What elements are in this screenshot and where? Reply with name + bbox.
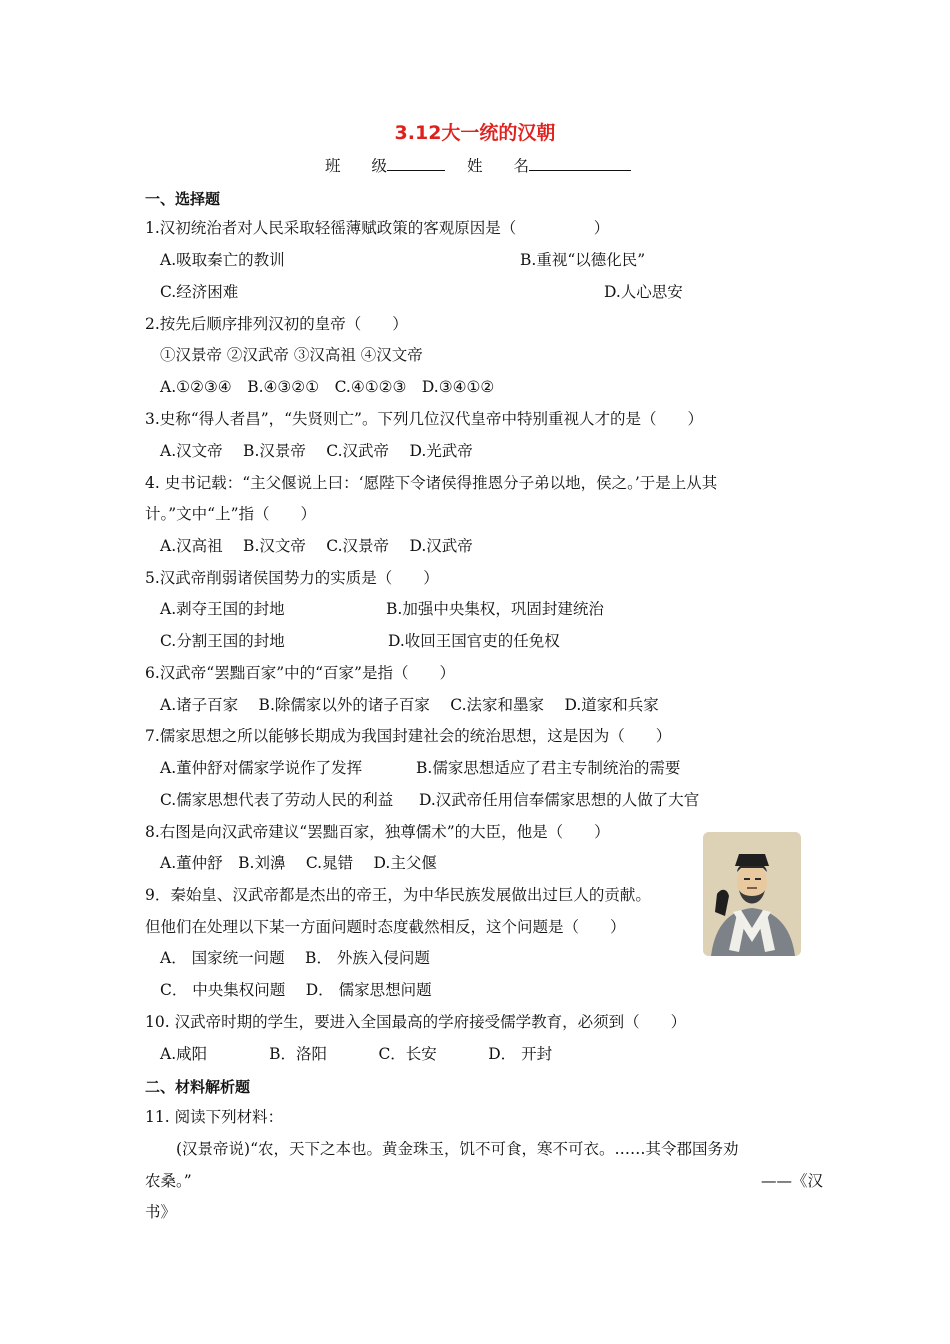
q5-option-a: A.剥夺王国的封地 — [160, 600, 285, 618]
q10-stem: 10. 汉武帝时期的学生，要进入全国最高的学府接受儒学教育，必须到（ ） — [145, 1013, 687, 1031]
q10-options: A.咸阳 B．洛阳 C．长安 D． 开封 — [160, 1045, 553, 1063]
q1-option-b: B.重视“以德化民” — [520, 251, 646, 269]
name-label: 姓 名 — [467, 157, 530, 175]
q5-option-c: C.分割王国的封地 — [160, 632, 285, 650]
q2-stem: 2.按先后顺序排列汉初的皇帝（ ） — [145, 315, 408, 333]
q6-stem: 6.汉武帝“罢黜百家”中的“百家”是指（ ） — [145, 664, 455, 682]
q4-stem-line2: 计。”文中“上”指（ ） — [145, 505, 317, 523]
section-heading-material: 二、材料解析题 — [145, 1078, 251, 1096]
q7-stem: 7.儒家思想之所以能够长期成为我国封建社会的统治思想，这是因为（ ） — [145, 727, 672, 745]
portrait-image — [703, 832, 801, 956]
q4-stem-line1: 4. 史书记载：“主父偃说上曰：‘愿陛下令诸侯得推恩分子弟以地，侯之。’于是上从其 — [145, 474, 718, 492]
q11-material-line1: (汉景帝说)“农，天下之本也。黄金珠玉，饥不可食，寒不可衣。……其令郡国务劝 — [176, 1140, 739, 1158]
q5-stem: 5.汉武帝削弱诸侯国势力的实质是（ ） — [145, 569, 439, 587]
q1-option-a: A.吸取秦亡的教训 — [160, 251, 285, 269]
q3-options: A.汉文帝 B.汉景帝 C.汉武帝 D.光武帝 — [160, 442, 473, 460]
q7-option-d: D.汉武帝任用信奉儒家思想的人做了大官 — [419, 791, 700, 809]
class-field — [325, 156, 445, 176]
section-heading-choice: 一、选择题 — [145, 190, 221, 208]
q5-option-d: D.收回王国官吏的任免权 — [388, 632, 560, 650]
q1-stem: 1.汉初统治者对人民采取轻徭薄赋政策的客观原因是（ ） — [145, 219, 610, 237]
name-field — [467, 156, 631, 176]
q6-options: A.诸子百家 B.除儒家以外的诸子百家 C.法家和墨家 D.道家和兵家 — [160, 696, 659, 714]
q8-stem: 8.右图是向汉武帝建议“罢黜百家，独尊儒术”的大臣，他是（ ） — [145, 823, 610, 841]
q11-material-line2: 农桑。” — [145, 1172, 192, 1190]
name-blank[interactable] — [529, 156, 631, 171]
q9-stem-line1: 9．秦始皇、汉武帝都是杰出的帝王，为中华民族发展做出过巨人的贡献。 — [145, 886, 651, 904]
q2-items: ①汉景帝 ②汉武帝 ③汉高祖 ④汉文帝 — [160, 346, 423, 364]
q4-options: A.汉高祖 B.汉文帝 C.汉景帝 D.汉武帝 — [160, 537, 473, 555]
q7-option-b: B.儒家思想适应了君主专制统治的需要 — [416, 759, 681, 777]
q11-source-part2: 书》 — [145, 1203, 177, 1221]
q9-stem-line2: 但他们在处理以下某一方面问题时态度截然相反，这个问题是（ ） — [145, 918, 626, 936]
q1-option-d: D.人心思安 — [604, 283, 683, 301]
q1-option-c: C.经济困难 — [160, 283, 239, 301]
class-label: 班 级 — [325, 157, 388, 175]
q8-options: A.董仲舒 B.刘濞 C.晁错 D.主父偃 — [160, 854, 437, 872]
class-blank[interactable] — [387, 156, 445, 171]
q11-stem: 11. 阅读下列材料： — [145, 1108, 284, 1126]
page-title: 3.12大一统的汉朝 — [394, 122, 556, 144]
q9-options-cd: C． 中央集权问题 D． 儒家思想问题 — [160, 981, 432, 999]
q3-stem: 3.史称“得人者昌”，“失贤则亡”。下列几位汉代皇帝中特别重视人才的是（ ） — [145, 410, 703, 428]
q7-option-c: C.儒家思想代表了劳动人民的利益 — [160, 791, 394, 809]
q2-options: A.①②③④ B.④③②① C.④①②③ D.③④①② — [160, 378, 495, 396]
q11-source-part1: ——《汉 — [761, 1172, 824, 1190]
q5-option-b: B.加强中央集权，巩固封建统治 — [386, 600, 604, 618]
q7-option-a: A.董仲舒对儒家学说作了发挥 — [160, 759, 363, 777]
q9-options-ab: A． 国家统一问题 B． 外族入侵问题 — [160, 949, 430, 967]
scholar-portrait-icon — [703, 832, 801, 956]
